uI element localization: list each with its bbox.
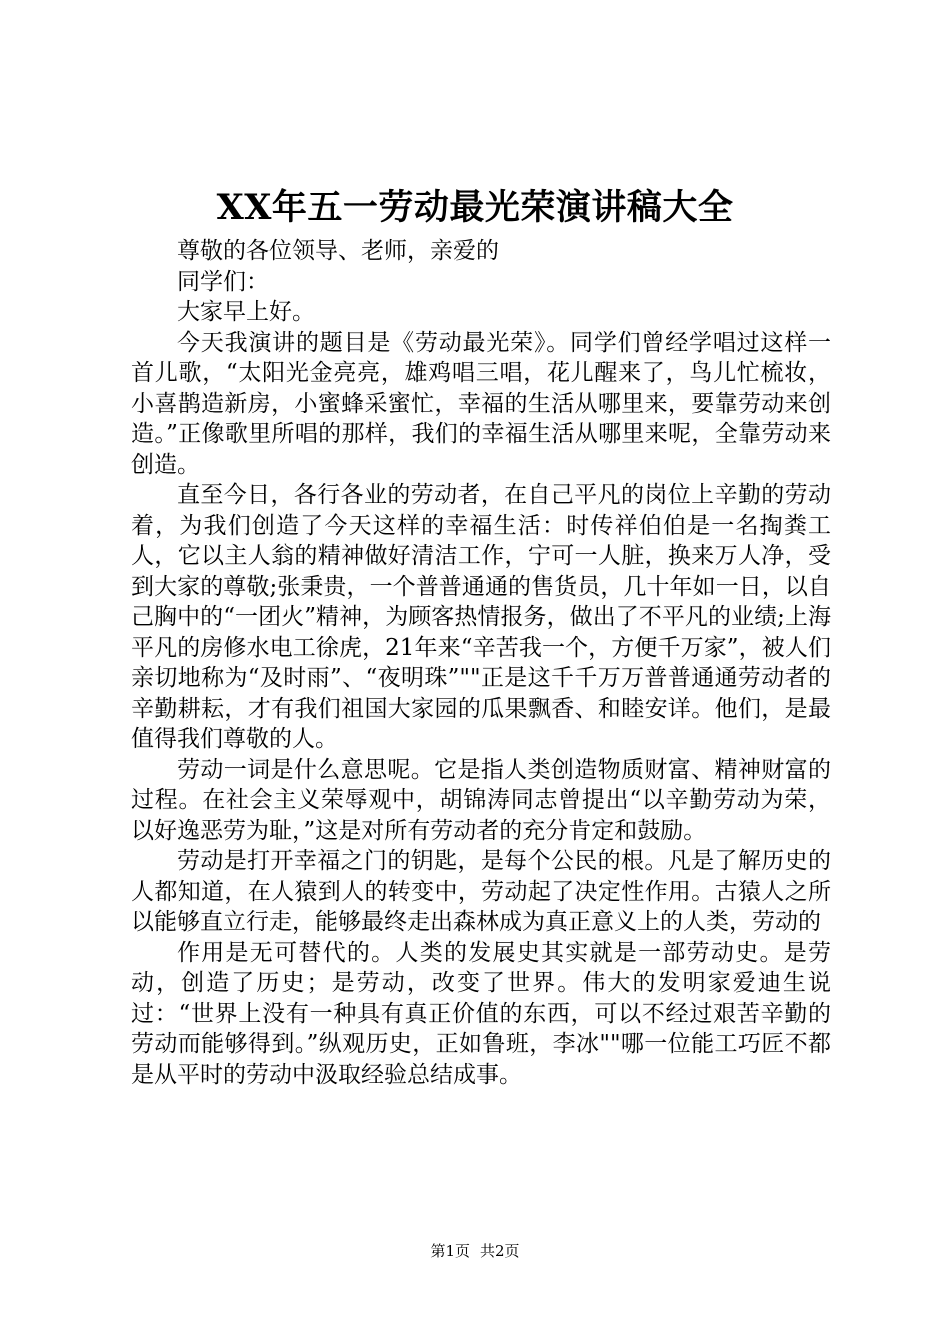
paragraph-greeting: 大家早上好。	[177, 299, 315, 325]
paragraph-workers: 直至今日，各行各业的劳动者，在自己平凡的岗位上辛勤的劳动着，为我们创造了今天这样的幸福生活：时传祥伯伯是一名掏粪工人，它以主人翁的精神做好清洁工作，宁可一人脏，换来万人净，受到大家的尊敬;张秉贵，一个普普通通的售货员，几十年如一日，以自己胸中的“一团火”精神，为顾客热情报务，做出了不平凡的业绩;上海平凡的房修水电工徐虎，21年来“辛苦我一个，方便千万家”，被人们亲切地称为“及时雨”、“夜明珠”""正是这千千万万普普通通劳动者的辛勤耕耘，才有我们祖国大家园的瓜果飘香、和睦安详。他们，是最值得我们尊敬的人。	[131, 482, 831, 752]
paragraph-history: 劳动是打开幸福之门的钥匙，是每个公民的根。凡是了解历史的人都知道，在人猿到人的转变中，劳动起了决定性作用。古猿人之所以能够直立行走，能够最终走出森林成为真正意义上的人类，劳动的	[131, 848, 831, 935]
paragraph-salutation: 尊敬的各位领导、老师，亲爱的	[177, 238, 499, 264]
paragraph-definition: 劳动一词是什么意思呢。它是指人类创造物质财富、精神财富的过程。在社会主义荣辱观中，胡锦涛同志曾提出“以辛勤劳动为荣，以好逸恶劳为耻，”这是对所有劳动者的充分肯定和鼓励。	[131, 756, 831, 844]
total-pages: 共2页	[480, 1242, 520, 1260]
page-footer	[0, 1240, 950, 1262]
document-body	[131, 236, 831, 1090]
paragraph-intro: 今天我演讲的题目是《劳动最光荣》。同学们曾经学唱过这样一首儿歌，“太阳光金亮亮，雄鸡唱三唱，花儿醒来了，鸟儿忙梳妆，小喜鹊造新房，小蜜蜂采蜜忙，幸福的生活从哪里来，要靠劳动来创造。”正像歌里所唱的那样，我们的幸福生活从哪里来呢，全靠劳动来创造。	[131, 329, 831, 478]
page-title: XX年五一劳动最光荣演讲稿大全	[216, 187, 734, 228]
page-number: 第1页	[430, 1242, 470, 1260]
paragraph-role: 作用是无可替代的。人类的发展史其实就是一部劳动史。是劳动，创造了历史；是劳动，改变了世界。伟大的发明家爱迪生说过：“世界上没有一种具有真正价值的东西，可以不经过艰苦辛勤的劳动而能够得到。”纵观历史，正如鲁班，李冰""哪一位能工巧匠不都是从平时的劳动中汲取经验总结成事。	[131, 939, 831, 1088]
paragraph-salutation-cont: 同学们：	[177, 268, 269, 295]
